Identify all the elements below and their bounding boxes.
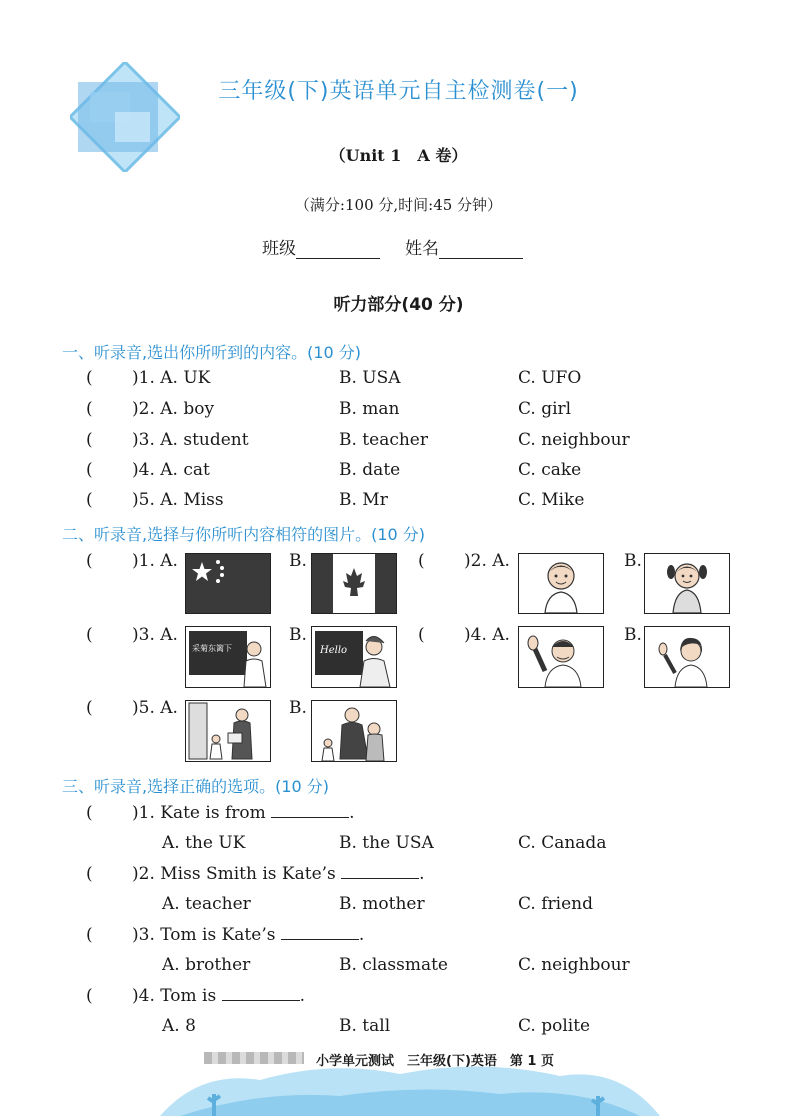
s3-q1-option-a: A. the UK (162, 833, 246, 853)
s2-q2-label-b: B. (624, 551, 642, 571)
s2-q1-paren[interactable]: ( (86, 551, 93, 571)
s3-q2-period: . (419, 864, 425, 884)
footer-desert-illustration (0, 1030, 797, 1116)
s3-q2-paren[interactable]: ( (86, 864, 93, 884)
s3-q2-question (132, 864, 425, 884)
s1-q2-option-b: B. man (339, 399, 400, 419)
s3-q4-period: . (299, 986, 306, 1006)
waving-man-image[interactable] (518, 626, 604, 688)
boy-image[interactable] (518, 553, 604, 614)
man-with-child-image[interactable] (311, 700, 397, 762)
chinese-teacher-image[interactable] (185, 626, 271, 688)
s3-q2-option-c: C. friend (518, 894, 593, 914)
canada-flag-image[interactable] (311, 553, 397, 614)
s1-q5-option-c: C. Mike (518, 490, 585, 510)
s2-q2-label-a: )2. A. (464, 551, 510, 571)
listening-part-title: 听力部分(40 分) (333, 295, 464, 315)
unit-subtitle: （Unit 1 A 卷） (329, 146, 468, 165)
name-field (405, 234, 523, 259)
section1-heading: 一、听录音,选出你所听到的内容。(10 分) (62, 343, 362, 362)
s3-q3-option-b: B. classmate (339, 955, 448, 975)
s3-q1-option-b: B. the USA (339, 833, 434, 853)
s1-q5-paren[interactable]: ( (86, 490, 93, 510)
s1-q1-option-b: B. USA (339, 368, 401, 388)
girl-image[interactable] (644, 553, 730, 614)
s3-q1-blank[interactable] (271, 803, 349, 818)
s3-q2-blank[interactable] (341, 864, 419, 879)
s3-q1-option-c: C. Canada (518, 833, 607, 853)
s1-q2-option-a: )2. A. boy (132, 399, 215, 419)
s2-q3-label-a: )3. A. (132, 625, 178, 645)
class-field (262, 234, 380, 259)
s3-q3-period: . (358, 925, 365, 945)
s3-q3-question (132, 925, 364, 945)
s3-q4-blank[interactable] (222, 986, 300, 1001)
s1-q3-option-c: C. neighbour (518, 430, 630, 450)
s2-q2-paren[interactable]: ( (418, 551, 425, 571)
s1-q5-option-b: B. Mr (339, 490, 388, 510)
s1-q4-option-c: C. cake (518, 460, 582, 480)
s3-q2-stem: )2. Miss Smith is Kate’s (132, 864, 342, 884)
s3-q4-paren[interactable]: ( (86, 986, 93, 1006)
s2-q5-label-b: B. (289, 698, 307, 718)
s1-q5-option-a: )5. A. Miss (132, 490, 224, 510)
s3-q2-option-b: B. mother (339, 894, 425, 914)
class-blank[interactable] (296, 240, 380, 259)
s3-q3-blank[interactable] (281, 925, 359, 940)
s3-q4-stem: )4. Tom is (132, 986, 222, 1006)
s2-q3-label-b: B. (289, 625, 307, 645)
s3-q4-option-c: C. polite (518, 1016, 591, 1036)
waving-woman-image[interactable] (644, 626, 730, 688)
s1-q2-paren[interactable]: ( (86, 399, 93, 419)
s2-q5-label-a: )5. A. (132, 698, 178, 718)
s3-q3-option-a: A. brother (162, 955, 251, 975)
board-a-text: 采菊东篱下 (192, 644, 232, 653)
s1-q4-paren[interactable]: ( (86, 460, 93, 480)
english-teacher-image[interactable] (311, 626, 397, 688)
name-blank[interactable] (439, 240, 523, 259)
s2-q1-label-a: )1. A. (132, 551, 178, 571)
s2-q5-paren[interactable]: ( (86, 698, 93, 718)
s1-q3-option-b: B. teacher (339, 430, 428, 450)
s1-q1-option-a: )1. A. UK (132, 368, 211, 388)
s3-q3-paren[interactable]: ( (86, 925, 93, 945)
score-time-info: （满分:100 分,时间:45 分钟） (294, 196, 503, 214)
s1-q2-option-c: C. girl (518, 399, 572, 419)
s1-q3-paren[interactable]: ( (86, 430, 93, 450)
s1-q4-option-b: B. date (339, 460, 401, 480)
s2-q3-paren[interactable]: ( (86, 625, 93, 645)
s3-q1-stem: )1. Kate is from (132, 803, 272, 823)
s3-q3-stem: )3. Tom is Kate’s (132, 925, 281, 945)
s1-q1-paren[interactable]: ( (86, 368, 93, 388)
s2-q4-label-b: B. (624, 625, 642, 645)
page-title: 三年级(下)英语单元自主检测卷(一) (218, 79, 579, 104)
man-with-child-door-image[interactable] (185, 700, 271, 762)
china-flag-image[interactable] (185, 553, 271, 614)
s3-q4-option-a: A. 8 (162, 1016, 196, 1036)
s2-q1-label-b: B. (289, 551, 307, 571)
s3-q4-option-b: B. tall (339, 1016, 391, 1036)
s1-q1-option-c: C. UFO (518, 368, 582, 388)
s3-q2-option-a: A. teacher (162, 894, 251, 914)
section3-heading: 三、听录音,选择正确的选项。(10 分) (62, 777, 330, 796)
board-b-text: Hello (320, 645, 348, 656)
footer-page-info: 小学单元测试 三年级(下)英语 第 1 页 (316, 1054, 554, 1069)
s3-q1-period: . (349, 803, 355, 823)
s3-q1-question (132, 803, 355, 823)
s3-q1-paren[interactable]: ( (86, 803, 93, 823)
s3-q4-question (132, 986, 305, 1006)
footer-publisher-mark (204, 1052, 304, 1064)
s1-q3-option-a: )3. A. student (132, 430, 249, 450)
s2-q4-label-a: )4. A. (464, 625, 510, 645)
s3-q3-option-c: C. neighbour (518, 955, 630, 975)
s1-q4-option-a: )4. A. cat (132, 460, 210, 480)
section2-heading: 二、听录音,选择与你所听内容相符的图片。(10 分) (62, 525, 426, 544)
s2-q4-paren[interactable]: ( (418, 625, 425, 645)
name-label: 姓名 (405, 239, 439, 259)
class-label: 班级 (262, 239, 296, 259)
